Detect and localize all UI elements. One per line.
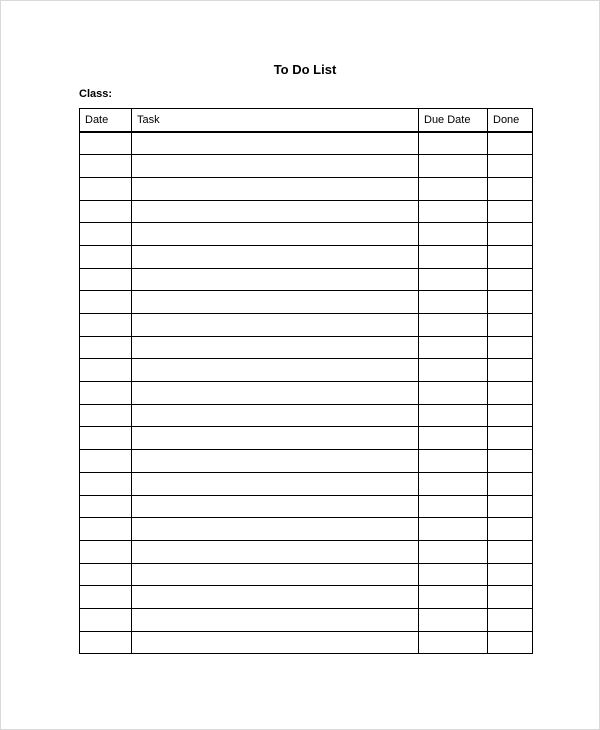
table-row	[80, 336, 533, 359]
done-cell[interactable]	[488, 427, 533, 450]
date-cell[interactable]	[80, 155, 132, 178]
date-cell[interactable]	[80, 223, 132, 246]
task-cell[interactable]	[132, 359, 419, 382]
date-cell[interactable]	[80, 540, 132, 563]
task-cell[interactable]	[132, 382, 419, 405]
class-label: Class:	[79, 88, 113, 100]
date-cell[interactable]	[80, 472, 132, 495]
done-cell[interactable]	[488, 404, 533, 427]
done-cell[interactable]	[488, 540, 533, 563]
table-row	[80, 540, 533, 563]
due-date-cell[interactable]	[419, 495, 488, 518]
done-cell[interactable]	[488, 132, 533, 155]
table-row	[80, 608, 533, 631]
task-cell[interactable]	[132, 200, 419, 223]
task-cell[interactable]	[132, 586, 419, 609]
due-date-cell[interactable]	[419, 427, 488, 450]
done-cell[interactable]	[488, 495, 533, 518]
table-row	[80, 314, 533, 337]
date-cell[interactable]	[80, 563, 132, 586]
due-date-cell[interactable]	[419, 336, 488, 359]
task-cell[interactable]	[132, 291, 419, 314]
done-cell[interactable]	[488, 450, 533, 473]
task-cell[interactable]	[132, 450, 419, 473]
table-row	[80, 268, 533, 291]
table-row	[80, 472, 533, 495]
done-cell[interactable]	[488, 268, 533, 291]
done-cell[interactable]	[488, 291, 533, 314]
todo-table	[79, 108, 533, 654]
task-cell[interactable]	[132, 472, 419, 495]
due-date-cell[interactable]	[419, 177, 488, 200]
column-header-task: Task	[132, 109, 419, 133]
date-cell[interactable]	[80, 177, 132, 200]
due-date-cell[interactable]	[419, 314, 488, 337]
done-cell[interactable]	[488, 200, 533, 223]
due-date-cell[interactable]	[419, 223, 488, 246]
column-header-done: Done	[488, 109, 533, 133]
due-date-cell[interactable]	[419, 563, 488, 586]
table-row	[80, 359, 533, 382]
table-body	[80, 132, 533, 654]
column-header-date: Date	[80, 109, 132, 133]
date-cell[interactable]	[80, 404, 132, 427]
table-row	[80, 245, 533, 268]
table-row	[80, 450, 533, 473]
done-cell[interactable]	[488, 359, 533, 382]
done-cell[interactable]	[488, 382, 533, 405]
task-cell[interactable]	[132, 631, 419, 654]
date-cell[interactable]	[80, 291, 132, 314]
task-cell[interactable]	[132, 495, 419, 518]
table-row	[80, 631, 533, 654]
done-cell[interactable]	[488, 586, 533, 609]
done-cell[interactable]	[488, 336, 533, 359]
table-row	[80, 200, 533, 223]
date-cell[interactable]	[80, 631, 132, 654]
table-row	[80, 155, 533, 178]
done-cell[interactable]	[488, 563, 533, 586]
task-cell[interactable]	[132, 177, 419, 200]
table-row	[80, 404, 533, 427]
done-cell[interactable]	[488, 631, 533, 654]
date-cell[interactable]	[80, 200, 132, 223]
task-cell[interactable]	[132, 608, 419, 631]
date-cell[interactable]	[80, 450, 132, 473]
due-date-cell[interactable]	[419, 200, 488, 223]
date-cell[interactable]	[80, 495, 132, 518]
task-cell[interactable]	[132, 245, 419, 268]
task-cell[interactable]	[132, 155, 419, 178]
due-date-cell[interactable]	[419, 245, 488, 268]
done-cell[interactable]	[488, 608, 533, 631]
done-cell[interactable]	[488, 472, 533, 495]
task-cell[interactable]	[132, 518, 419, 541]
date-cell[interactable]	[80, 518, 132, 541]
column-header-due-date: Due Date	[419, 109, 488, 133]
task-cell[interactable]	[132, 563, 419, 586]
due-date-cell[interactable]	[419, 586, 488, 609]
date-cell[interactable]	[80, 336, 132, 359]
table-row	[80, 495, 533, 518]
date-cell[interactable]	[80, 268, 132, 291]
due-date-cell[interactable]	[419, 608, 488, 631]
date-cell[interactable]	[80, 586, 132, 609]
document-title: To Do List	[273, 62, 337, 77]
due-date-cell[interactable]	[419, 404, 488, 427]
date-cell[interactable]	[80, 359, 132, 382]
task-cell[interactable]	[132, 314, 419, 337]
date-cell[interactable]	[80, 608, 132, 631]
task-cell[interactable]	[132, 223, 419, 246]
done-cell[interactable]	[488, 245, 533, 268]
due-date-cell[interactable]	[419, 540, 488, 563]
date-cell[interactable]	[80, 132, 132, 155]
done-cell[interactable]	[488, 177, 533, 200]
due-date-cell[interactable]	[419, 518, 488, 541]
table-row	[80, 427, 533, 450]
date-cell[interactable]	[80, 245, 132, 268]
due-date-cell[interactable]	[419, 268, 488, 291]
date-cell[interactable]	[80, 382, 132, 405]
due-date-cell[interactable]	[419, 132, 488, 155]
task-cell[interactable]	[132, 540, 419, 563]
due-date-cell[interactable]	[419, 631, 488, 654]
task-cell[interactable]	[132, 404, 419, 427]
table-row	[80, 518, 533, 541]
task-cell[interactable]	[132, 336, 419, 359]
task-cell[interactable]	[132, 132, 419, 155]
due-date-cell[interactable]	[419, 472, 488, 495]
table-row	[80, 586, 533, 609]
due-date-cell[interactable]	[419, 155, 488, 178]
table-row	[80, 382, 533, 405]
date-cell[interactable]	[80, 314, 132, 337]
date-cell[interactable]	[80, 427, 132, 450]
table-row	[80, 177, 533, 200]
done-cell[interactable]	[488, 155, 533, 178]
table-row	[80, 291, 533, 314]
due-date-cell[interactable]	[419, 382, 488, 405]
due-date-cell[interactable]	[419, 359, 488, 382]
due-date-cell[interactable]	[419, 450, 488, 473]
table-row	[80, 132, 533, 155]
done-cell[interactable]	[488, 518, 533, 541]
task-cell[interactable]	[132, 427, 419, 450]
due-date-cell[interactable]	[419, 291, 488, 314]
task-cell[interactable]	[132, 268, 419, 291]
done-cell[interactable]	[488, 314, 533, 337]
table-row	[80, 563, 533, 586]
table-header-row	[80, 109, 533, 133]
done-cell[interactable]	[488, 223, 533, 246]
table-row	[80, 223, 533, 246]
